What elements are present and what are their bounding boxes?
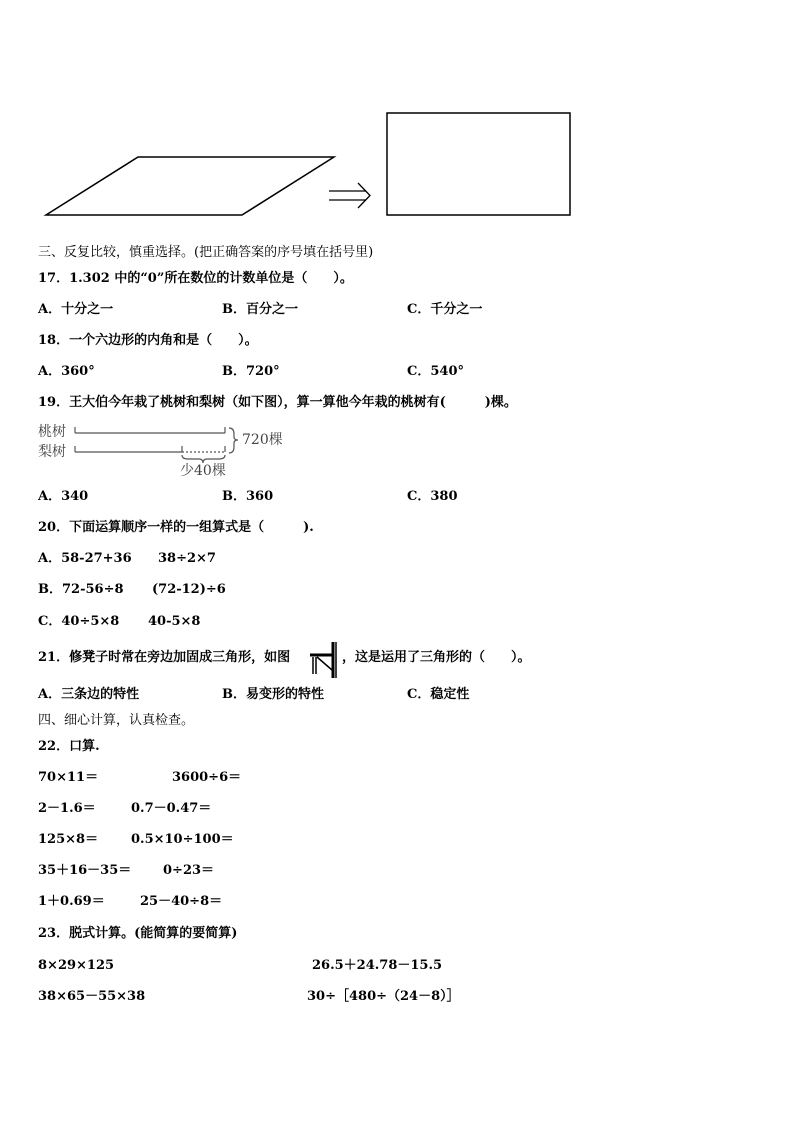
- q19-option-a: A．340: [38, 489, 89, 504]
- q22-expr: 125×8＝: [38, 832, 99, 847]
- q22-expr: 70×11＝: [38, 770, 99, 785]
- q22-stem: 22．口算.: [38, 739, 100, 754]
- q23-expr: 38×65－55×38: [38, 989, 146, 1004]
- q23-expr: 30÷［480÷（24－8）］: [307, 989, 460, 1004]
- q23-expr: 26.5＋24.78－15.5: [312, 958, 443, 973]
- q20-option-a-expr2: 38÷2×7: [158, 551, 216, 566]
- q21-option-a: A．三条边的特性: [38, 687, 140, 702]
- q22-expr: 3600÷6＝: [172, 770, 242, 785]
- q19-option-c: C．380: [407, 489, 458, 504]
- q20-stem: 20．下面运算顺序一样的一组算式是（ ).: [38, 520, 314, 535]
- q23-expr: 8×29×125: [38, 958, 115, 973]
- q18-stem: 18．一个六边形的内角和是（ ）。: [38, 333, 258, 348]
- q22-expr: 35＋16－35＝: [38, 863, 132, 878]
- q17-option-b: B．百分之一: [222, 302, 298, 317]
- q21-stem-before: 21．修凳子时常在旁边加固成三角形，如图: [38, 650, 291, 665]
- label-pear: 梨树: [38, 444, 66, 460]
- q19-option-b: B．360: [222, 489, 274, 504]
- q21-stem-after: ，这是运用了三角形的（ ）。: [342, 650, 531, 665]
- q18-option-a: A．360°: [38, 364, 95, 379]
- q22-expr: 25－40÷8＝: [140, 894, 223, 909]
- q22-expr: 1＋0.69＝: [38, 894, 105, 909]
- q18-option-b: B．720°: [222, 364, 280, 379]
- q20-option-b-expr2: (72-12)÷6: [152, 582, 226, 597]
- section4-heading: 四、细心计算，认真检查。: [38, 713, 195, 728]
- q20-option-a-expr1: A．58-27+36: [38, 551, 132, 566]
- q23-stem: 23．脱式计算。(能简算的要简算): [38, 926, 238, 941]
- q18-option-c: C．540°: [407, 364, 464, 379]
- q22-expr: 2－1.6＝: [38, 801, 96, 816]
- q19-stem: 19．王大伯今年栽了桃树和梨树（如下图），算一算他今年栽的桃树有( )棵。: [38, 395, 517, 410]
- section3-heading: 三、反复比较，慎重选择。(把正确答案的序号填在括号里): [38, 245, 374, 260]
- q22-expr: 0.7－0.47＝: [131, 801, 212, 816]
- q21-option-c: C．稳定性: [407, 687, 470, 702]
- q20-option-c-expr2: 40-5×8: [148, 614, 201, 629]
- q20-option-c-expr1: C．40÷5×8: [38, 614, 120, 629]
- q20-option-b-expr1: B．72-56÷8: [38, 582, 124, 597]
- label-total: 720棵: [242, 432, 283, 448]
- q21-option-b: B．易变形的特性: [222, 687, 324, 702]
- q17-option-c: C．千分之一: [407, 302, 483, 317]
- q22-expr: 0.5×10÷100＝: [131, 832, 234, 847]
- q22-expr: 0÷23＝: [163, 863, 215, 878]
- q17-option-a: A．十分之一: [38, 302, 114, 317]
- label-less: 少40棵: [180, 463, 226, 479]
- q17-stem: 17．1.302 中的“0”所在数位的计数单位是（ ）。: [38, 271, 353, 286]
- label-peach: 桃树: [38, 424, 66, 440]
